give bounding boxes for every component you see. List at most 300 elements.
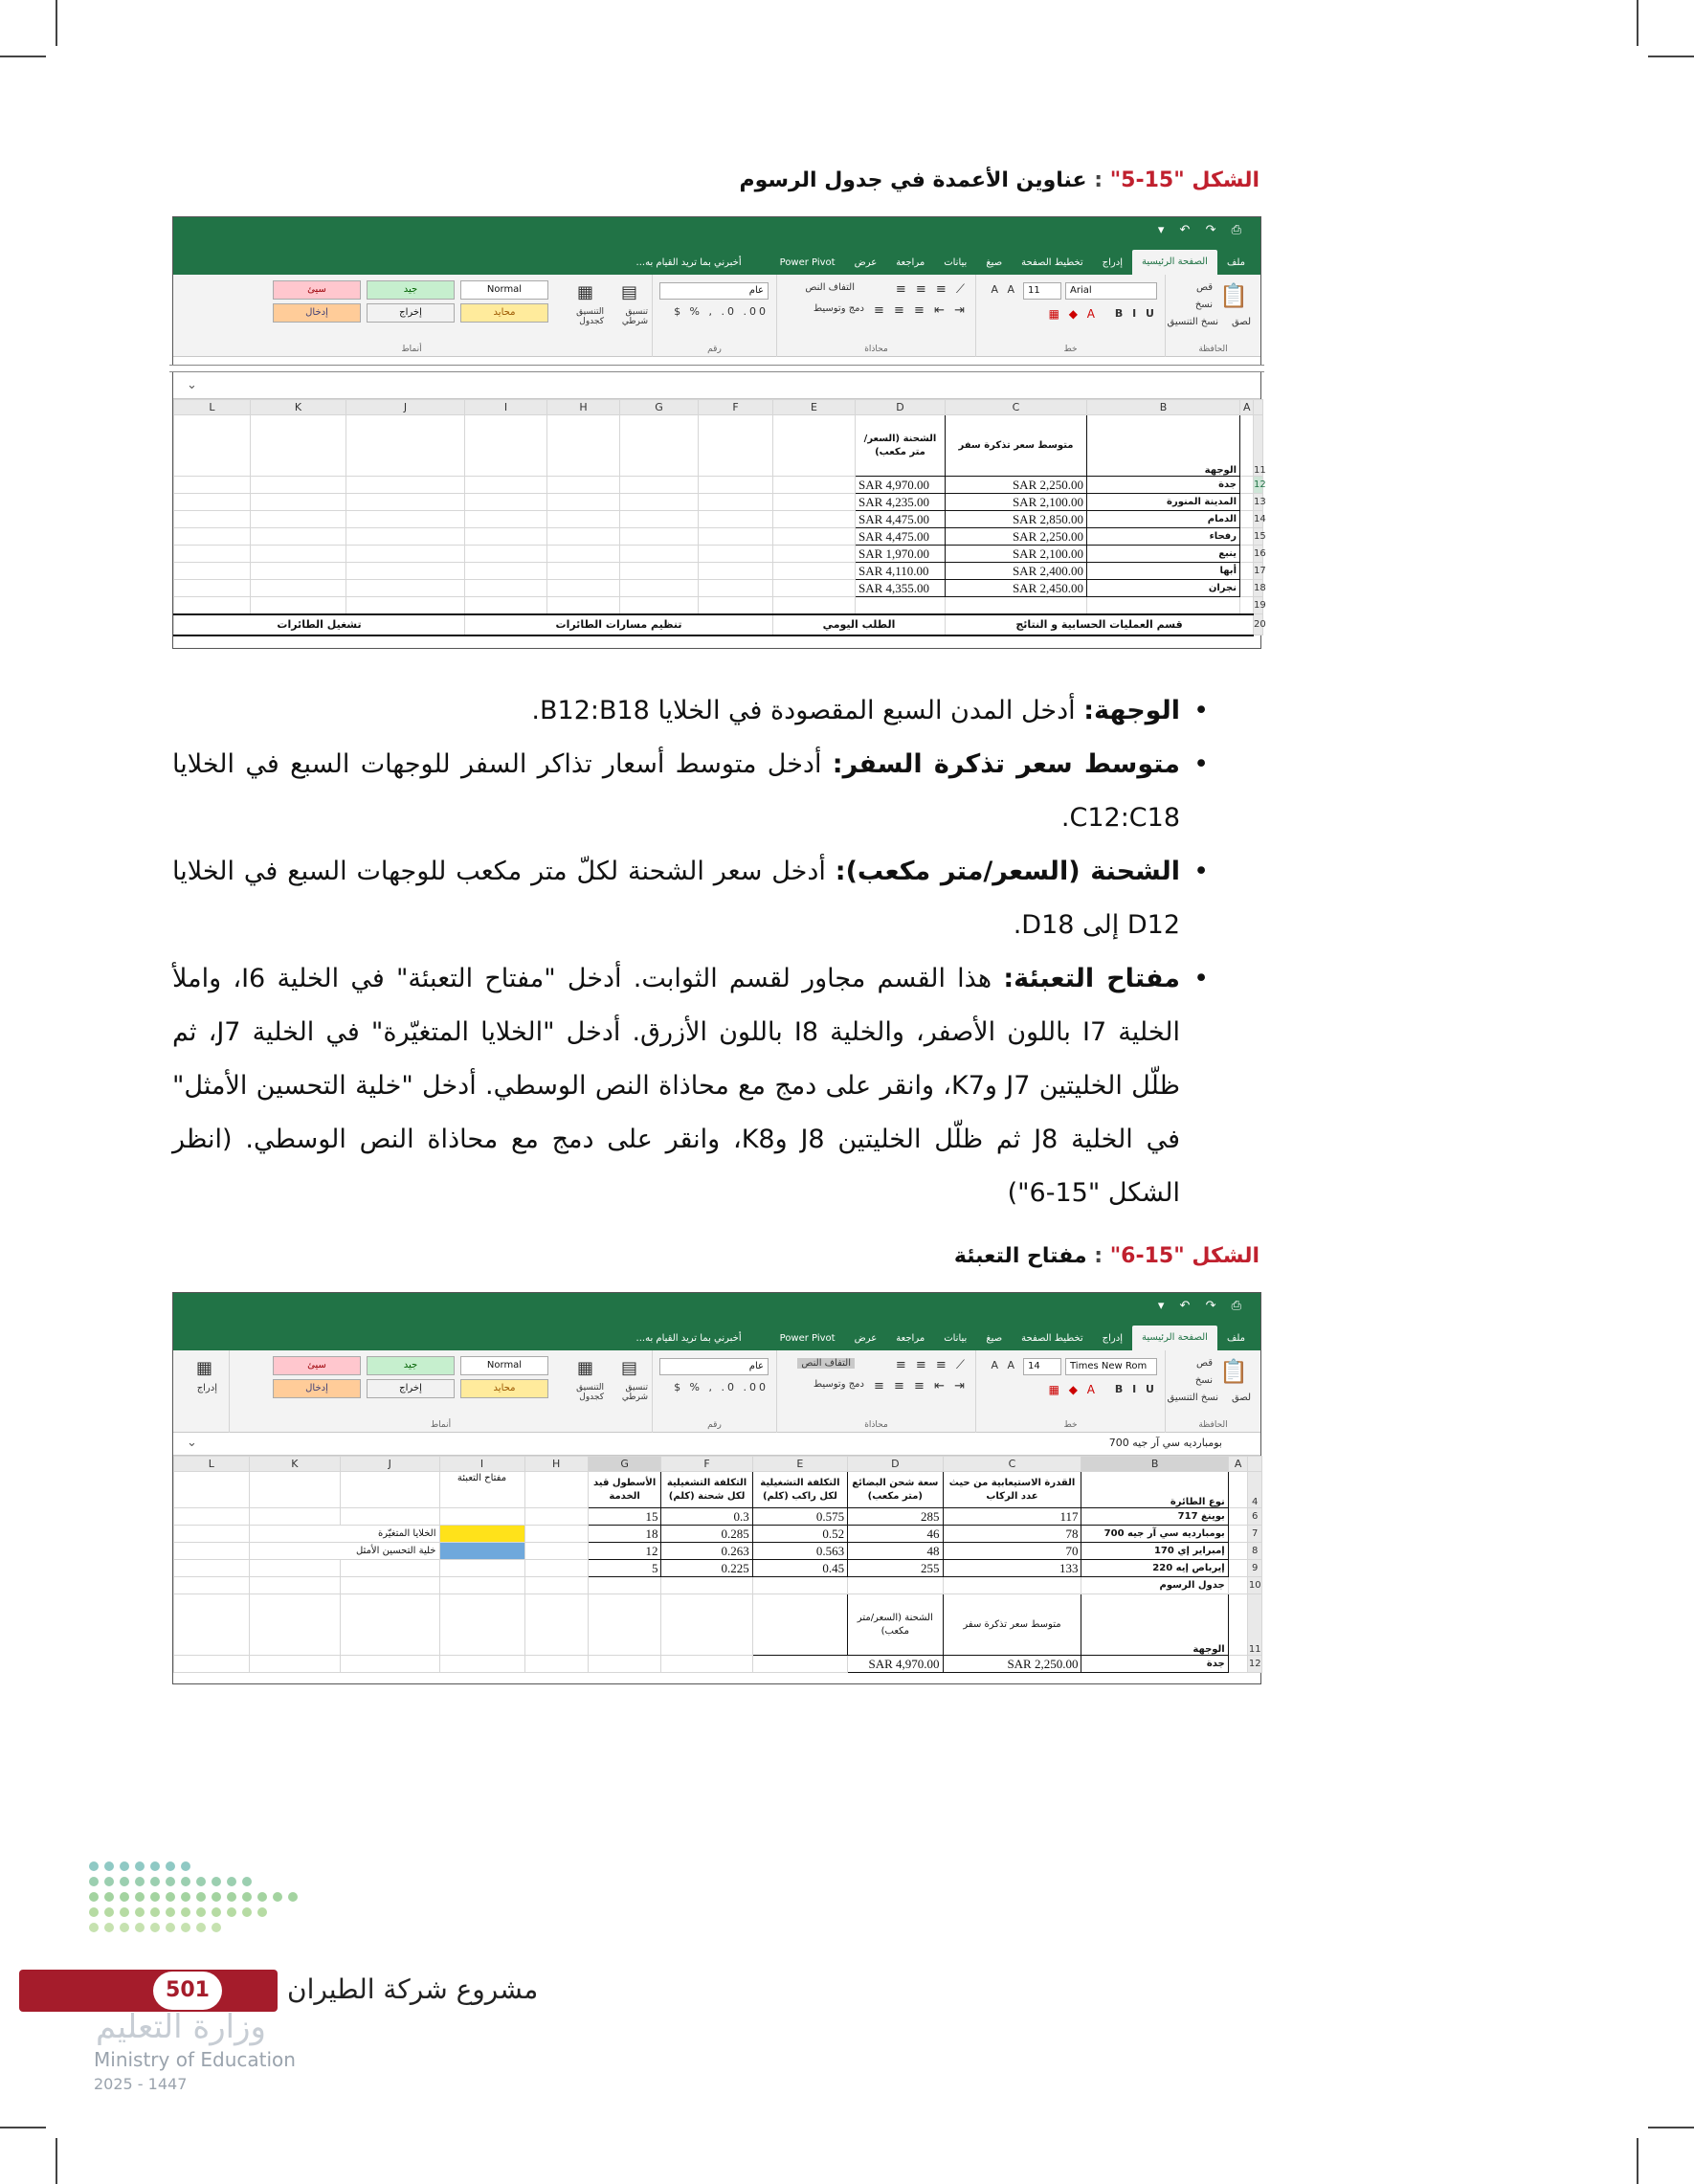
cell[interactable] bbox=[174, 1472, 250, 1508]
cell[interactable] bbox=[251, 511, 346, 528]
style-bad[interactable]: سيئ bbox=[273, 1356, 361, 1375]
cost-passenger-cell[interactable]: 0.52 bbox=[752, 1526, 847, 1543]
cell[interactable] bbox=[439, 1594, 524, 1656]
fees-table-title[interactable]: جدول الرسوم bbox=[1081, 1577, 1228, 1594]
cell[interactable] bbox=[620, 597, 699, 614]
cell[interactable] bbox=[1240, 528, 1254, 546]
col-header[interactable]: J bbox=[346, 400, 465, 415]
cell[interactable] bbox=[439, 1577, 524, 1594]
sheet-tab-daily-demand[interactable]: الطلب اليومي bbox=[773, 614, 946, 635]
align-bottom-icons[interactable]: ≡ ≡ ≡ ⇤ ⇥ bbox=[874, 1379, 968, 1393]
cargo-price-cell[interactable]: SAR 4,355.00 bbox=[856, 580, 946, 597]
format-painter-button[interactable]: نسخ التنسيق bbox=[1167, 317, 1218, 327]
cell[interactable] bbox=[1228, 1656, 1248, 1673]
tab-page-layout[interactable]: تخطيط الصفحة bbox=[1021, 1333, 1083, 1344]
tab-insert[interactable]: إدراج bbox=[1102, 257, 1123, 268]
cell[interactable] bbox=[439, 1560, 524, 1577]
row-number[interactable]: 13 bbox=[1254, 494, 1263, 511]
font-size-box[interactable]: 11 bbox=[1023, 282, 1061, 300]
cell[interactable] bbox=[249, 1508, 340, 1526]
conditional-format-button[interactable]: تنسيق شرطي bbox=[621, 307, 648, 326]
conditional-format-button[interactable]: تنسيق شرطي bbox=[621, 1383, 648, 1402]
style-bad[interactable]: سيئ bbox=[273, 280, 361, 300]
cell[interactable] bbox=[346, 597, 465, 614]
fill-key-yellow[interactable] bbox=[439, 1526, 524, 1543]
cell[interactable] bbox=[524, 1656, 588, 1673]
cell[interactable] bbox=[620, 511, 699, 528]
col-header[interactable]: E bbox=[752, 1457, 847, 1472]
tab-page-layout[interactable]: تخطيط الصفحة bbox=[1021, 257, 1083, 268]
col-header[interactable]: L bbox=[174, 400, 251, 415]
font-name-box[interactable]: Arial bbox=[1065, 282, 1157, 300]
insert-button[interactable]: إدراج bbox=[196, 1383, 217, 1393]
cell[interactable] bbox=[174, 597, 251, 614]
cell[interactable] bbox=[251, 494, 346, 511]
cell[interactable] bbox=[251, 563, 346, 580]
border-fill-color-icon[interactable]: ▦ ◆ A bbox=[1048, 1383, 1098, 1396]
tab-view[interactable]: عرض bbox=[854, 257, 878, 268]
header-passenger-capacity-cell[interactable]: القدرة الاستيعابية من حيث عدد الركاب bbox=[943, 1472, 1081, 1508]
cargo-capacity-cell[interactable]: 285 bbox=[848, 1508, 943, 1526]
col-header[interactable]: G bbox=[620, 400, 699, 415]
cell[interactable] bbox=[547, 477, 620, 494]
grow-shrink-font-icon[interactable]: A A bbox=[991, 283, 1017, 296]
cell[interactable] bbox=[620, 580, 699, 597]
cell[interactable] bbox=[174, 1577, 250, 1594]
cell[interactable] bbox=[340, 1560, 439, 1577]
sheet-tab-route-planning[interactable]: تنظيم مسارات الطائرات bbox=[465, 614, 773, 635]
ticket-price-cell[interactable]: SAR 2,250.00 bbox=[946, 528, 1087, 546]
aircraft-type-cell[interactable]: إمبراير إي 170 bbox=[1081, 1543, 1228, 1560]
col-header[interactable]: D bbox=[848, 1457, 943, 1472]
destination-cell[interactable]: رفحاء bbox=[1087, 528, 1240, 546]
cell[interactable] bbox=[946, 597, 1087, 614]
format-table-icon[interactable]: ▦ bbox=[576, 282, 596, 302]
cargo-capacity-cell[interactable]: 46 bbox=[848, 1526, 943, 1543]
col-header[interactable]: E bbox=[773, 400, 856, 415]
grow-shrink-font-icon[interactable]: A A bbox=[991, 1359, 1017, 1371]
font-size-box[interactable]: 14 bbox=[1023, 1358, 1061, 1375]
sheet-tab-aircraft-operation[interactable]: تشغيل الطائرات bbox=[174, 614, 465, 635]
passenger-capacity-cell[interactable]: 133 bbox=[943, 1560, 1081, 1577]
cell[interactable] bbox=[524, 1472, 588, 1508]
style-good[interactable]: جيد bbox=[367, 280, 455, 300]
chevron-down-icon[interactable]: ⌄ bbox=[187, 378, 197, 392]
header-cost-cargo-cell[interactable]: التكلفة التشغيلية لكل شحنة (كلم) bbox=[661, 1472, 752, 1508]
cell[interactable] bbox=[547, 597, 620, 614]
corner-cell[interactable] bbox=[1248, 1457, 1262, 1472]
cell[interactable] bbox=[174, 415, 251, 477]
cell[interactable] bbox=[620, 415, 699, 477]
tab-insert[interactable]: إدراج bbox=[1102, 1333, 1123, 1344]
destination-cell[interactable]: جدة bbox=[1087, 477, 1240, 494]
cell[interactable] bbox=[547, 528, 620, 546]
cell[interactable] bbox=[249, 1594, 340, 1656]
style-normal[interactable]: Normal bbox=[460, 280, 548, 300]
cell[interactable] bbox=[661, 1656, 752, 1673]
cell[interactable] bbox=[1240, 563, 1254, 580]
format-painter-button[interactable]: نسخ التنسيق bbox=[1167, 1393, 1218, 1403]
col-header[interactable]: I bbox=[439, 1457, 524, 1472]
cell[interactable] bbox=[620, 528, 699, 546]
cell[interactable] bbox=[465, 477, 547, 494]
cell[interactable] bbox=[547, 546, 620, 563]
cell[interactable] bbox=[661, 1577, 752, 1594]
cell[interactable] bbox=[340, 1594, 439, 1656]
cell[interactable] bbox=[249, 1656, 340, 1673]
cell[interactable] bbox=[524, 1560, 588, 1577]
row-number[interactable]: 19 bbox=[1254, 597, 1263, 614]
style-good[interactable]: جيد bbox=[367, 1356, 455, 1375]
cell[interactable] bbox=[856, 597, 946, 614]
row-number[interactable]: 12 bbox=[1254, 477, 1263, 494]
style-neutral[interactable]: محايد bbox=[460, 303, 548, 323]
cell[interactable] bbox=[174, 1543, 250, 1560]
row-number[interactable]: 8 bbox=[1248, 1543, 1262, 1560]
cell[interactable] bbox=[547, 563, 620, 580]
cell[interactable] bbox=[1240, 415, 1254, 477]
tab-review[interactable]: مراجعة bbox=[896, 257, 925, 268]
cell[interactable] bbox=[699, 477, 773, 494]
bold-italic-underline-icon[interactable]: B I U bbox=[1114, 1383, 1157, 1395]
col-header[interactable]: C bbox=[943, 1457, 1081, 1472]
fleet-cell[interactable]: 15 bbox=[588, 1508, 661, 1526]
cell[interactable] bbox=[174, 546, 251, 563]
col-header[interactable]: F bbox=[661, 1457, 752, 1472]
cell[interactable] bbox=[174, 1508, 250, 1526]
merge-center-button[interactable]: دمج وتوسيط bbox=[813, 303, 864, 314]
row-number[interactable]: 11 bbox=[1248, 1594, 1262, 1656]
cost-passenger-cell[interactable]: 0.563 bbox=[752, 1543, 847, 1560]
cell[interactable] bbox=[174, 494, 251, 511]
destination-cell[interactable]: ينبع bbox=[1087, 546, 1240, 563]
ticket-price-cell[interactable]: SAR 2,450.00 bbox=[946, 580, 1087, 597]
cost-passenger-cell[interactable]: 0.45 bbox=[752, 1560, 847, 1577]
cell[interactable] bbox=[773, 415, 856, 477]
col-header[interactable]: B bbox=[1081, 1457, 1228, 1472]
cost-cargo-cell[interactable]: 0.263 bbox=[661, 1543, 752, 1560]
cell[interactable] bbox=[1228, 1577, 1248, 1594]
fleet-cell[interactable]: 18 bbox=[588, 1526, 661, 1543]
cargo-capacity-cell[interactable]: 48 bbox=[848, 1543, 943, 1560]
tab-data[interactable]: بيانات bbox=[944, 1333, 968, 1344]
chevron-down-icon[interactable]: ⌄ bbox=[187, 1436, 197, 1450]
header-cargo-cell[interactable]: الشحنة (السعر/متر مكعب) bbox=[848, 1594, 943, 1656]
row-number[interactable]: 14 bbox=[1254, 511, 1263, 528]
cell[interactable] bbox=[752, 1594, 847, 1656]
destination-cell[interactable]: نجران bbox=[1087, 580, 1240, 597]
align-icons[interactable]: ≡ ≡ ≡ ⟋ bbox=[895, 1358, 968, 1372]
cost-cargo-cell[interactable]: 0.225 bbox=[661, 1560, 752, 1577]
cell[interactable] bbox=[1228, 1526, 1248, 1543]
col-header[interactable]: A bbox=[1240, 400, 1254, 415]
cell[interactable] bbox=[340, 1508, 439, 1526]
cell[interactable] bbox=[699, 415, 773, 477]
aircraft-type-cell[interactable]: بومبارديه سي آر جيه 700 bbox=[1081, 1526, 1228, 1543]
cargo-price-cell[interactable]: SAR 4,970.00 bbox=[848, 1656, 943, 1673]
cell[interactable] bbox=[174, 1560, 250, 1577]
tab-power-pivot[interactable]: Power Pivot bbox=[779, 257, 836, 268]
cell[interactable] bbox=[699, 546, 773, 563]
cargo-price-cell[interactable]: SAR 4,110.00 bbox=[856, 563, 946, 580]
cell[interactable] bbox=[346, 563, 465, 580]
cell[interactable] bbox=[524, 1577, 588, 1594]
ticket-price-cell[interactable]: SAR 2,850.00 bbox=[946, 511, 1087, 528]
row-number[interactable]: 11 bbox=[1254, 415, 1263, 477]
cell[interactable] bbox=[699, 597, 773, 614]
cell[interactable] bbox=[848, 1577, 943, 1594]
fleet-cell[interactable]: 12 bbox=[588, 1543, 661, 1560]
tab-home[interactable]: الصفحة الرئيسية bbox=[1132, 1326, 1217, 1350]
row-number[interactable]: 6 bbox=[1248, 1508, 1262, 1526]
cell[interactable] bbox=[1240, 597, 1254, 614]
cell[interactable] bbox=[699, 528, 773, 546]
fill-key-blue[interactable] bbox=[439, 1543, 524, 1560]
paste-button[interactable]: لصق bbox=[1231, 1393, 1251, 1403]
tab-formulas[interactable]: صيغ bbox=[986, 257, 1003, 268]
cell[interactable] bbox=[174, 477, 251, 494]
col-header[interactable]: F bbox=[699, 400, 773, 415]
destination-cell[interactable]: المدينة المنورة bbox=[1087, 494, 1240, 511]
corner-cell[interactable] bbox=[1254, 400, 1263, 415]
col-header[interactable]: J bbox=[340, 1457, 439, 1472]
row-number[interactable]: 18 bbox=[1254, 580, 1263, 597]
cell[interactable] bbox=[773, 546, 856, 563]
cell[interactable] bbox=[773, 494, 856, 511]
header-destination-cell[interactable]: الوجهة bbox=[1087, 415, 1240, 477]
cell[interactable] bbox=[547, 415, 620, 477]
col-header[interactable]: B bbox=[1087, 400, 1240, 415]
ticket-price-cell[interactable]: SAR 2,400.00 bbox=[946, 563, 1087, 580]
tab-review[interactable]: مراجعة bbox=[896, 1333, 925, 1344]
cell[interactable] bbox=[524, 1526, 588, 1543]
cell[interactable] bbox=[465, 563, 547, 580]
col-header[interactable]: D bbox=[856, 400, 946, 415]
paste-button[interactable]: لصق bbox=[1231, 317, 1251, 327]
style-normal[interactable]: Normal bbox=[460, 1356, 548, 1375]
paste-icon[interactable]: 📋 bbox=[1219, 282, 1251, 309]
fill-key-label[interactable]: مفتاح التعبئة bbox=[439, 1472, 524, 1508]
cell[interactable] bbox=[1228, 1560, 1248, 1577]
cell[interactable] bbox=[699, 511, 773, 528]
cell[interactable] bbox=[1228, 1472, 1248, 1508]
sheet-tab-calculations[interactable]: قسم العمليات الحسابية و النتائج bbox=[946, 614, 1254, 635]
header-ticket-cell[interactable]: متوسط سعر تذكرة سفر bbox=[946, 415, 1087, 477]
cell[interactable] bbox=[699, 580, 773, 597]
cell[interactable] bbox=[1228, 1594, 1248, 1656]
cell[interactable] bbox=[1240, 511, 1254, 528]
cell[interactable] bbox=[620, 563, 699, 580]
cell[interactable] bbox=[661, 1594, 752, 1656]
bold-italic-underline-icon[interactable]: B I U bbox=[1114, 307, 1157, 320]
cell[interactable] bbox=[340, 1472, 439, 1508]
row-number[interactable]: 16 bbox=[1254, 546, 1263, 563]
cell[interactable] bbox=[524, 1594, 588, 1656]
cell[interactable] bbox=[346, 511, 465, 528]
col-header[interactable]: I bbox=[465, 400, 547, 415]
format-table-icon[interactable]: ▦ bbox=[576, 1358, 596, 1378]
cell[interactable] bbox=[773, 563, 856, 580]
cell[interactable] bbox=[465, 511, 547, 528]
col-header[interactable]: H bbox=[547, 400, 620, 415]
formula-content[interactable]: بومبارديه سي آر جيه 700 bbox=[1108, 1437, 1222, 1449]
cell[interactable] bbox=[465, 580, 547, 597]
col-header[interactable]: C bbox=[946, 400, 1087, 415]
border-fill-color-icon[interactable]: ▦ ◆ A bbox=[1048, 307, 1098, 321]
paste-icon[interactable]: 📋 bbox=[1219, 1358, 1251, 1385]
cargo-capacity-cell[interactable]: 255 bbox=[848, 1560, 943, 1577]
cell[interactable] bbox=[524, 1508, 588, 1526]
format-as-table-button[interactable]: التنسيق كجدول bbox=[576, 1383, 604, 1402]
cell[interactable] bbox=[346, 546, 465, 563]
cargo-price-cell[interactable]: SAR 1,970.00 bbox=[856, 546, 946, 563]
cell[interactable] bbox=[588, 1577, 661, 1594]
cargo-price-cell[interactable]: SAR 4,970.00 bbox=[856, 477, 946, 494]
conditional-format-icon[interactable]: ▤ bbox=[620, 282, 640, 302]
cell[interactable] bbox=[547, 580, 620, 597]
optimal-cell-label[interactable]: خلية التحسين الأمثل bbox=[249, 1543, 439, 1560]
cell[interactable] bbox=[752, 1577, 847, 1594]
col-header[interactable]: L bbox=[174, 1457, 250, 1472]
col-header[interactable]: G bbox=[588, 1457, 661, 1472]
cell[interactable] bbox=[346, 580, 465, 597]
aircraft-type-cell[interactable]: إيرباص إيه 220 bbox=[1081, 1560, 1228, 1577]
cell[interactable] bbox=[773, 511, 856, 528]
cell[interactable] bbox=[465, 415, 547, 477]
tab-home[interactable]: الصفحة الرئيسية bbox=[1132, 250, 1217, 275]
cell[interactable] bbox=[524, 1543, 588, 1560]
cell[interactable] bbox=[465, 597, 547, 614]
cell[interactable] bbox=[773, 477, 856, 494]
cell[interactable] bbox=[699, 563, 773, 580]
cell[interactable] bbox=[251, 546, 346, 563]
font-name-box[interactable]: Times New Rom bbox=[1065, 1358, 1157, 1375]
tell-me-search[interactable]: أخبرني بما تريد القيام به... bbox=[635, 257, 742, 268]
cell[interactable] bbox=[620, 546, 699, 563]
cell[interactable] bbox=[465, 528, 547, 546]
header-fleet-cell[interactable]: الأسطول قيد الخدمة bbox=[588, 1472, 661, 1508]
cell[interactable] bbox=[547, 494, 620, 511]
insert-cells-icon[interactable]: ▦ bbox=[195, 1358, 215, 1378]
ticket-price-cell[interactable]: SAR 2,100.00 bbox=[946, 494, 1087, 511]
cell[interactable] bbox=[699, 494, 773, 511]
tab-data[interactable]: بيانات bbox=[944, 257, 968, 268]
cell[interactable] bbox=[1228, 1508, 1248, 1526]
cell[interactable] bbox=[174, 1526, 250, 1543]
tab-file[interactable]: ملف bbox=[1226, 1333, 1245, 1344]
cut-button[interactable]: قص bbox=[1195, 282, 1213, 293]
cell[interactable] bbox=[439, 1656, 524, 1673]
style-input[interactable]: إدخال bbox=[273, 1379, 361, 1398]
cell[interactable] bbox=[1240, 477, 1254, 494]
cell[interactable] bbox=[465, 546, 547, 563]
cell[interactable] bbox=[1240, 580, 1254, 597]
destination-cell[interactable]: الدمام bbox=[1087, 511, 1240, 528]
cell[interactable] bbox=[251, 477, 346, 494]
cell[interactable] bbox=[465, 494, 547, 511]
cell[interactable] bbox=[752, 1656, 847, 1673]
cell[interactable] bbox=[588, 1656, 661, 1673]
style-output[interactable]: إخراج bbox=[367, 303, 455, 323]
align-bottom-icons[interactable]: ≡ ≡ ≡ ⇤ ⇥ bbox=[874, 303, 968, 318]
number-format-box[interactable]: عام bbox=[659, 1358, 769, 1375]
cell[interactable] bbox=[588, 1594, 661, 1656]
row-number[interactable]: 15 bbox=[1254, 528, 1263, 546]
row-number[interactable]: 20 bbox=[1254, 614, 1263, 635]
conditional-format-icon[interactable]: ▤ bbox=[620, 1358, 640, 1378]
cut-button[interactable]: قص bbox=[1195, 1358, 1213, 1369]
cell[interactable] bbox=[249, 1577, 340, 1594]
tab-power-pivot[interactable]: Power Pivot bbox=[779, 1333, 836, 1344]
header-cost-passenger-cell[interactable]: التكلفة التشغيلية لكل راكب (كلم) bbox=[752, 1472, 847, 1508]
cell[interactable] bbox=[174, 563, 251, 580]
ticket-price-cell[interactable]: SAR 2,250.00 bbox=[946, 477, 1087, 494]
header-aircraft-type-cell[interactable]: نوع الطائرة bbox=[1081, 1472, 1228, 1508]
cargo-price-cell[interactable]: SAR 4,235.00 bbox=[856, 494, 946, 511]
cell[interactable] bbox=[174, 511, 251, 528]
header-destination-cell[interactable]: الوجهة bbox=[1081, 1594, 1228, 1656]
style-output[interactable]: إخراج bbox=[367, 1379, 455, 1398]
destination-cell[interactable]: جدة bbox=[1081, 1656, 1228, 1673]
row-number[interactable]: 7 bbox=[1248, 1526, 1262, 1543]
cell[interactable] bbox=[547, 511, 620, 528]
col-header[interactable]: K bbox=[249, 1457, 340, 1472]
cell[interactable] bbox=[346, 528, 465, 546]
tab-view[interactable]: عرض bbox=[854, 1333, 878, 1344]
cell[interactable] bbox=[1087, 597, 1240, 614]
cell[interactable] bbox=[251, 597, 346, 614]
passenger-capacity-cell[interactable]: 70 bbox=[943, 1543, 1081, 1560]
header-cargo-cell[interactable]: الشحنة (السعر/متر مكعب) bbox=[856, 415, 946, 477]
cargo-price-cell[interactable]: SAR 4,475.00 bbox=[856, 528, 946, 546]
cell[interactable] bbox=[340, 1656, 439, 1673]
style-neutral[interactable]: محايد bbox=[460, 1379, 548, 1398]
cell[interactable] bbox=[943, 1577, 1081, 1594]
copy-button[interactable]: نسخ bbox=[1194, 1375, 1213, 1386]
row-number[interactable]: 4 bbox=[1248, 1472, 1262, 1508]
cell[interactable] bbox=[340, 1577, 439, 1594]
col-header[interactable]: A bbox=[1228, 1457, 1248, 1472]
copy-button[interactable]: نسخ bbox=[1194, 300, 1213, 310]
cell[interactable] bbox=[1240, 546, 1254, 563]
cell[interactable] bbox=[773, 580, 856, 597]
cell[interactable] bbox=[174, 580, 251, 597]
cell[interactable] bbox=[1228, 1543, 1248, 1560]
merge-center-button[interactable]: دمج وتوسيط bbox=[813, 1379, 864, 1390]
cell[interactable] bbox=[346, 477, 465, 494]
cell[interactable] bbox=[249, 1560, 340, 1577]
cell[interactable] bbox=[773, 528, 856, 546]
cell[interactable] bbox=[174, 528, 251, 546]
wrap-text-button[interactable]: التفاف النص bbox=[797, 1358, 855, 1369]
cell[interactable] bbox=[773, 597, 856, 614]
cell[interactable] bbox=[251, 415, 346, 477]
ticket-price-cell[interactable]: SAR 2,250.00 bbox=[943, 1656, 1081, 1673]
destination-cell[interactable]: أبها bbox=[1087, 563, 1240, 580]
tab-file[interactable]: ملف bbox=[1226, 257, 1245, 268]
align-icons[interactable]: ≡ ≡ ≡ ⟋ bbox=[895, 282, 968, 297]
passenger-capacity-cell[interactable]: 117 bbox=[943, 1508, 1081, 1526]
cell[interactable] bbox=[174, 1656, 250, 1673]
passenger-capacity-cell[interactable]: 78 bbox=[943, 1526, 1081, 1543]
tab-formulas[interactable]: صيغ bbox=[986, 1333, 1003, 1344]
cost-passenger-cell[interactable]: 0.575 bbox=[752, 1508, 847, 1526]
cost-cargo-cell[interactable]: 0.285 bbox=[661, 1526, 752, 1543]
aircraft-type-cell[interactable]: بوينغ 717 bbox=[1081, 1508, 1228, 1526]
cell[interactable] bbox=[620, 494, 699, 511]
row-number[interactable]: 10 bbox=[1248, 1577, 1262, 1594]
variable-cells-label[interactable]: الخلايا المتغيّرة bbox=[249, 1526, 439, 1543]
